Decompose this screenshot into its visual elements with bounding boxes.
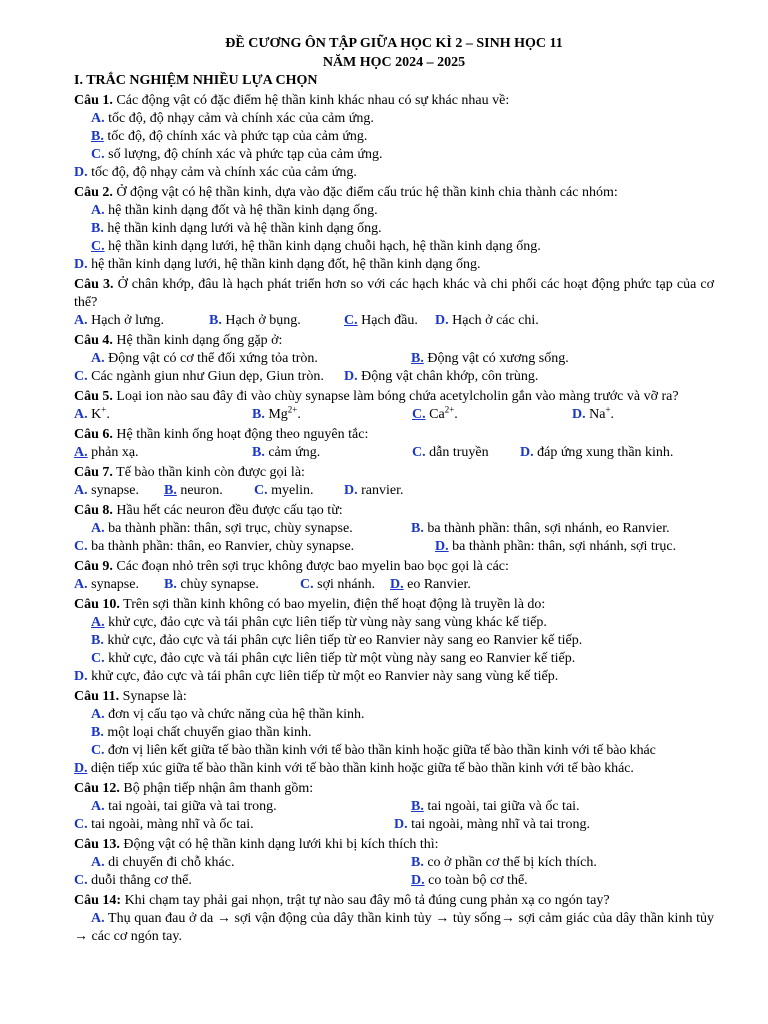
option-c: C. hệ thần kinh dạng lưới, hệ thần kinh dạng chuỗi hạch, hệ thần kinh dạng ống. (91, 239, 541, 254)
options-row (74, 482, 714, 500)
option-c: C. duỗi thẳng cơ thể. (74, 873, 192, 888)
option-d: D. hệ thần kinh dạng lưới, hệ thần kinh dạng đốt, hệ thần kinh dạng ống. (74, 257, 481, 272)
question-1 (74, 92, 714, 182)
option-d: D. đáp ứng xung thần kinh. (520, 445, 674, 460)
question-9 (74, 558, 714, 594)
options-row (74, 520, 714, 538)
option-d: D. Động vật chân khớp, côn trùng. (344, 369, 539, 384)
question-text: Hệ thần kinh dạng ống gặp ở: (112, 333, 283, 348)
option-c: C. Các ngành giun như Giun dẹp, Giun tròn. (74, 369, 324, 384)
question-number: Câu 14: (74, 893, 122, 908)
question-number: Câu 5. (74, 389, 113, 404)
section-heading: I. TRẮC NGHIỆM NHIỀU LỰA CHỌN (74, 73, 318, 88)
options-row (74, 872, 714, 890)
option-a: A. di chuyển đi chỗ khác. (91, 855, 235, 870)
option-a: A. phản xạ. (74, 445, 139, 460)
option-c: C. khử cực, đảo cực và tái phân cực liên tiếp từ một vùng này sang eo Ranvier kế tiếp. (91, 651, 576, 666)
option-a: A. hệ thần kinh dạng đốt và hệ thần kinh dạng ống. (91, 203, 378, 218)
option-d: D. Hạch ở các chi. (435, 313, 539, 328)
question-8 (74, 502, 714, 556)
question-12 (74, 780, 714, 834)
question-number: Câu 2. (74, 185, 113, 200)
question-10 (74, 596, 714, 686)
options-row (74, 368, 714, 386)
option-a: A. K+. (74, 404, 110, 422)
question-5 (74, 388, 714, 424)
option-d: D. Na+. (572, 404, 615, 422)
option-b: B. tai ngoài, tai giữa và ốc tai. (411, 799, 580, 814)
question-11 (74, 688, 714, 778)
doc-title-line2: NĂM HỌC 2024 – 2025 (322, 55, 466, 70)
option-a: A. khử cực, đảo cực và tái phân cực liên tiếp từ vùng này sang vùng khác kế tiếp. (91, 615, 547, 630)
option-b: B. Hạch ở bụng. (209, 313, 301, 328)
option-a: A. Động vật có cơ thể đối xứng tỏa tròn. (91, 351, 318, 366)
option-c: C. tai ngoài, màng nhĩ và ốc tai. (74, 817, 254, 832)
option-a: A. tai ngoài, tai giữa và tai trong. (91, 799, 277, 814)
option-d: D. khử cực, đảo cực và tái phân cực liên tiếp từ một eo Ranvier này sang vùng kế tiếp. (74, 669, 559, 684)
question-2 (74, 184, 714, 274)
question-number: Câu 12. (74, 781, 120, 796)
options-row (74, 538, 714, 556)
option-a: A. Thụ quan đau ở da → sợi vận động của dây thần kinh tủy → tủy sống→ sợi cảm giác của dây thần kinh tủy → các cơ ngón tay. (74, 911, 714, 944)
option-b: B. hệ thần kinh dạng lưới và hệ thần kinh dạng ống. (91, 221, 382, 236)
option-b: B. co ở phần cơ thể bị kích thích. (411, 855, 597, 870)
options-row (74, 444, 714, 462)
question-7 (74, 464, 714, 500)
question-3 (74, 276, 714, 330)
option-a: A. synapse. (74, 577, 139, 592)
option-c: C. $Ca^{2+}$. (412, 404, 458, 422)
question-number: Câu 3. (74, 277, 114, 292)
question-text: Tế bào thần kinh còn được gọi là: (112, 465, 305, 480)
question-text: Các động vật có đặc điểm hệ thần kinh khác nhau có sự khác nhau về: (112, 93, 510, 108)
option-c: C. đơn vị liên kết giữa tế bào thần kinh với tế bào thần kinh hoặc giữa tế bào thần kinh với tế bào khác (91, 743, 656, 758)
options-row (74, 312, 714, 330)
option-d: D. diện tiếp xúc giữa tế bào thần kinh với tế bào thần kinh hoặc giữa tế bào thần kinh với tế bào khác. (74, 761, 634, 776)
option-d: D. ranvier. (344, 483, 404, 498)
option-c: C. Hạch đầu. (344, 313, 418, 328)
question-text: Trên sợi thần kinh không có bao myelin, điện thế hoạt động là truyền là do: (119, 597, 546, 612)
question-number: Câu 9. (74, 559, 113, 574)
options-row (74, 406, 714, 424)
option-b: B. ba thành phần: thân, sợi nhánh, eo Ranvier. (411, 521, 670, 536)
question-6 (74, 426, 714, 462)
question-text: Ở chân khớp, đâu là hạch phát triển hơn so với các hạch khác và chi phối các hoạt động phức tạp của cơ thể? (74, 277, 714, 310)
doc-title-line1: ĐỀ CƯƠNG ÔN TẬP GIỮA HỌC KÌ 2 – SINH HỌC 11 (225, 36, 563, 51)
option-b: B. tốc độ, độ chính xác và phức tạp của cảm ứng. (91, 129, 368, 144)
question-13 (74, 836, 714, 890)
option-b: B. cảm ứng. (252, 445, 321, 460)
question-text: Khi chạm tay phải gai nhọn, trật tự nào sau đây mô tả đúng cung phản xạ co ngón tay? (121, 893, 610, 908)
option-b: B. khử cực, đảo cực và tái phân cực liên tiếp từ eo Ranvier này sang eo Ranvier kế tiếp. (91, 633, 583, 648)
question-text: Loại ion nào sau đây đi vào chùy synapse làm bóng chứa acetylcholin gắn vào màng trước và vỡ ra? (112, 389, 679, 404)
question-text: Synapse là: (119, 689, 187, 704)
question-text: Hầu hết các neuron đều được cấu tạo từ: (112, 503, 343, 518)
question-number: Câu 11. (74, 689, 120, 704)
option-d: D. tốc độ, độ nhạy cảm và chính xác của cảm ứng. (74, 165, 357, 180)
option-c: C. myelin. (254, 483, 314, 498)
option-b: B. một loại chất chuyển giao thần kinh. (91, 725, 312, 740)
options-row (74, 798, 714, 816)
options-row (74, 350, 714, 368)
options-row (74, 576, 714, 594)
option-a: A. synapse. (74, 483, 139, 498)
options-row (74, 854, 714, 872)
option-a: A. ba thành phần: thân, sợi trục, chùy synapse. (91, 521, 353, 536)
question-text: Động vật có hệ thần kinh dạng lưới khi bị kích thích thì: (119, 837, 439, 852)
option-c: C. dẫn truyền (412, 445, 489, 460)
option-a: A. Hạch ở lưng. (74, 313, 165, 328)
option-d: D. co toàn bộ cơ thể. (411, 873, 528, 888)
option-b: B. Động vật có xương sống. (411, 351, 569, 366)
option-c: C. sợi nhánh. (300, 577, 376, 592)
option-d: D. eo Ranvier. (390, 577, 471, 592)
question-text: Các đoạn nhỏ trên sợi trục không được bao myelin bao bọc gọi là các: (112, 559, 509, 574)
question-14 (74, 892, 714, 946)
question-number: Câu 7. (74, 465, 113, 480)
options-row (74, 816, 714, 834)
question-number: Câu 13. (74, 837, 120, 852)
option-b: B. chùy synapse. (164, 577, 259, 592)
option-d: D. tai ngoài, màng nhĩ và tai trong. (394, 817, 590, 832)
option-d: D. ba thành phần: thân, sợi nhánh, sợi trục. (435, 539, 677, 554)
option-a: A. đơn vị cấu tạo và chức năng của hệ thần kinh. (91, 707, 365, 722)
question-text: Hệ thần kinh ống hoạt động theo nguyên tắc: (112, 427, 369, 442)
question-4 (74, 332, 714, 386)
option-b: B. neuron. (164, 483, 223, 498)
question-number: Câu 6. (74, 427, 113, 442)
option-a: A. tốc độ, độ nhạy cảm và chính xác của cảm ứng. (91, 111, 374, 126)
question-text: Bộ phận tiếp nhận âm thanh gồm: (119, 781, 314, 796)
question-text: Ở động vật có hệ thần kinh, dựa vào đặc điểm cấu trúc hệ thần kinh chia thành các nhóm: (112, 185, 618, 200)
question-number: Câu 1. (74, 93, 113, 108)
question-number: Câu 10. (74, 597, 120, 612)
option-c: C. ba thành phần: thân, eo Ranvier, chùy synapse. (74, 539, 355, 554)
question-number: Câu 8. (74, 503, 113, 518)
document-page (74, 34, 714, 946)
question-number: Câu 4. (74, 333, 113, 348)
option-b: B. $Mg^{2+}$. (252, 404, 301, 422)
option-c: C. số lượng, độ chính xác và phức tạp của cảm ứng. (91, 147, 383, 162)
